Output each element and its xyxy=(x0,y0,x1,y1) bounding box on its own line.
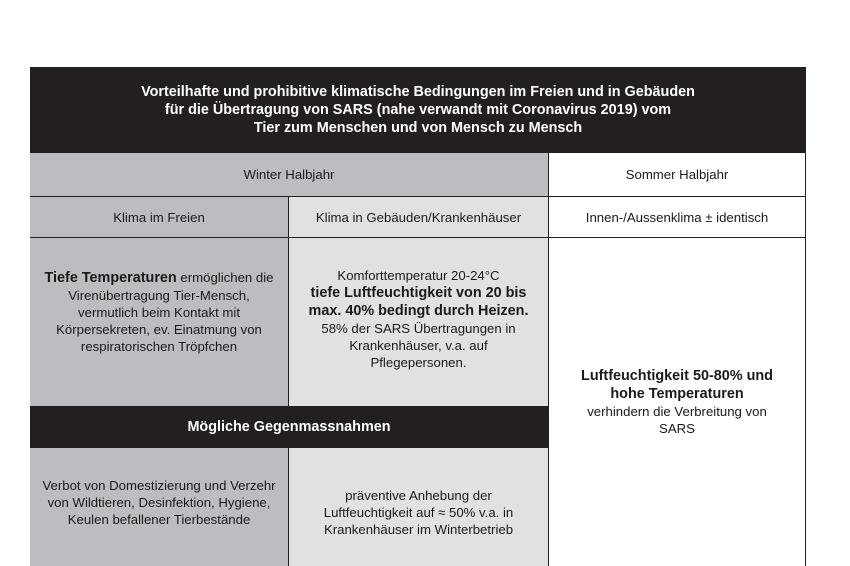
summer-conditions-text: verhindern die Verbreitung von SARS xyxy=(587,404,767,436)
indoor-comfort-temperature: Komforttemperatur 20-24°C xyxy=(337,268,500,283)
countermeasures-heading: Mögliche Gegenmassnahmen xyxy=(30,406,548,448)
summer-humidity-temperature: Luftfeuchtigkeit 50-80% und hohe Temperaturen xyxy=(581,368,773,402)
outdoor-countermeasures-cell: Verbot von Domestizierung und Verzehr von Wildtieren, Desinfektion, Hygiene, Keulen befallener Tierbestände xyxy=(30,448,288,566)
column-header-indoor: Klima in Gebäuden/Krankenhäuser xyxy=(288,197,548,238)
indoor-transmission-note: 58% der SARS Übertragungen in Krankenhäuser, v.a. auf Pflegepersonen. xyxy=(321,321,516,370)
summer-half-year-header: Sommer Halbjahr xyxy=(548,153,806,197)
indoor-low-humidity: tiefe Luftfeuchtigkeit von 20 bis max. 40% bedingt durch Heizen. xyxy=(308,285,529,319)
title-line-1: Vorteilhafte und prohibitive klimatische Bedingungen im Freien und in Gebäuden xyxy=(141,84,695,100)
summer-conditions-cell xyxy=(548,238,806,566)
outdoor-conditions-bold: Tiefe Temperaturen xyxy=(44,270,177,286)
table-title xyxy=(30,67,806,153)
title-line-3: Tier zum Menschen und von Mensch zu Mensch xyxy=(253,120,583,136)
winter-half-year-header: Winter Halbjahr xyxy=(30,153,548,197)
column-header-same-climate: Innen-/Aussenklima ± identisch xyxy=(548,197,806,238)
title-line-2: für die Übertragung von SARS (nahe verwandt mit Coronavirus 2019) vom xyxy=(164,102,672,118)
indoor-conditions-cell xyxy=(288,238,548,406)
outdoor-conditions-cell xyxy=(30,238,288,406)
sars-climate-table xyxy=(30,67,806,566)
indoor-countermeasures-cell: präventive Anhebung der Luftfeuchtigkeit auf ≈ 50% v.a. in Krankenhäuser im Winterbetrieb xyxy=(288,448,548,566)
column-header-outdoor: Klima im Freien xyxy=(30,197,288,238)
outdoor-conditions-text: ermöglichen die Virenübertragung Tier-Mensch, vermutlich beim Kontakt mit Körpersekreten, ev. Einatmung von respiratorischen Tröpfchen xyxy=(56,270,274,354)
